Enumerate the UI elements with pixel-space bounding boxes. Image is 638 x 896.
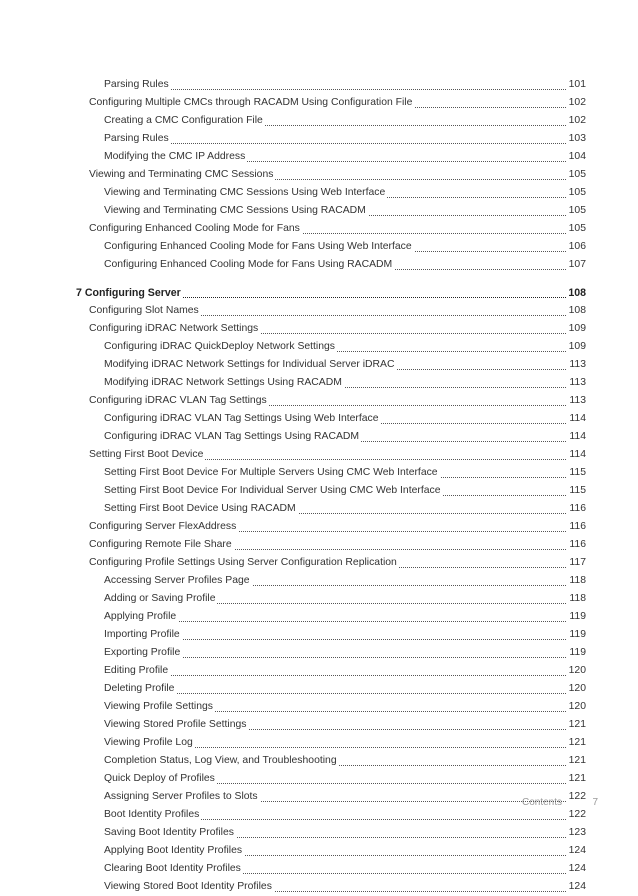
toc-entry-title: Boot Identity Profiles	[104, 806, 201, 824]
table-of-contents	[0, 76, 638, 896]
toc-entry[interactable]	[0, 824, 638, 842]
toc-entry-title: Configuring iDRAC VLAN Tag Settings Using RACADM	[104, 428, 361, 446]
toc-entry-page: 115	[567, 464, 586, 482]
toc-entry[interactable]	[0, 878, 638, 896]
toc-entry-title: Configuring iDRAC VLAN Tag Settings	[89, 392, 269, 410]
toc-entry-page: 116	[567, 536, 586, 554]
toc-entry[interactable]	[0, 860, 638, 878]
toc-entry-page: 118	[567, 590, 586, 608]
toc-entry-title: Applying Boot Identity Profiles	[104, 842, 244, 860]
toc-entry-title: Editing Profile	[104, 662, 170, 680]
toc-entry[interactable]	[0, 554, 638, 572]
toc-entry[interactable]	[0, 842, 638, 860]
toc-dot-leader	[104, 143, 586, 144]
toc-entry-title: Setting First Boot Device	[89, 446, 205, 464]
toc-entry[interactable]	[0, 752, 638, 770]
toc-entry[interactable]	[0, 608, 638, 626]
toc-entry-page: 105	[567, 220, 586, 238]
toc-entry-page: 118	[567, 572, 586, 590]
toc-entry-title: Saving Boot Identity Profiles	[104, 824, 236, 842]
toc-entry-title: Modifying iDRAC Network Settings Using RACADM	[104, 374, 344, 392]
toc-entry-page: 109	[567, 338, 586, 356]
toc-entry-page: 119	[567, 644, 586, 662]
toc-entry[interactable]	[0, 130, 638, 148]
toc-dot-leader	[104, 89, 586, 90]
toc-entry[interactable]	[0, 392, 638, 410]
toc-entry-page: 105	[567, 184, 586, 202]
toc-entry-page: 113	[567, 392, 586, 410]
toc-entry[interactable]	[0, 338, 638, 356]
toc-entry[interactable]	[0, 680, 638, 698]
toc-entry-title: Viewing Stored Profile Settings	[104, 716, 248, 734]
toc-entry-page: 122	[567, 788, 586, 806]
toc-entry[interactable]	[0, 374, 638, 392]
toc-entry-page: 120	[567, 698, 586, 716]
toc-entry-page: 114	[567, 428, 586, 446]
toc-entry-title: Creating a CMC Configuration File	[104, 112, 265, 130]
toc-entry-page: 121	[567, 752, 586, 770]
toc-entry-page: 119	[567, 626, 586, 644]
toc-entry[interactable]	[0, 500, 638, 518]
toc-entry-page: 123	[567, 824, 586, 842]
toc-entry-title: Modifying the CMC IP Address	[104, 148, 247, 166]
toc-entry[interactable]	[0, 302, 638, 320]
toc-entry[interactable]	[0, 166, 638, 184]
toc-dot-leader	[104, 675, 586, 676]
toc-entry-title: Exporting Profile	[104, 644, 182, 662]
toc-entry-page: 102	[567, 112, 586, 130]
toc-entry-page: 120	[567, 680, 586, 698]
toc-entry-page: 106	[567, 238, 586, 256]
toc-entry-page: 121	[567, 716, 586, 734]
toc-entry[interactable]	[0, 238, 638, 256]
toc-entry-title: Quick Deploy of Profiles	[104, 770, 217, 788]
toc-entry-page: 120	[567, 662, 586, 680]
toc-entry-page: 108	[567, 302, 586, 320]
toc-entry-page: 124	[567, 842, 586, 860]
toc-entry[interactable]	[0, 590, 638, 608]
toc-entry-title: Configuring Profile Settings Using Server Configuration Replication	[89, 554, 399, 572]
toc-entry-page: 101	[567, 76, 586, 94]
toc-entry[interactable]	[0, 356, 638, 374]
toc-entry-title: Clearing Boot Identity Profiles	[104, 860, 243, 878]
toc-entry-title: Configuring Enhanced Cooling Mode for Fans Using Web Interface	[104, 238, 414, 256]
toc-entry[interactable]	[0, 76, 638, 94]
toc-entry-title: Setting First Boot Device For Individual Server Using CMC Web Interface	[104, 482, 442, 500]
toc-entry-page: 113	[567, 356, 586, 374]
toc-entry[interactable]	[0, 446, 638, 464]
toc-entry-title: Parsing Rules	[104, 76, 171, 94]
toc-entry[interactable]	[0, 518, 638, 536]
toc-entry[interactable]	[0, 734, 638, 752]
footer-page-number: 7	[592, 797, 598, 808]
toc-entry-page: 114	[567, 446, 586, 464]
toc-entry[interactable]	[0, 202, 638, 220]
toc-entry-page: 105	[567, 166, 586, 184]
toc-entry-title: Completion Status, Log View, and Troubleshooting	[104, 752, 339, 770]
toc-entry[interactable]	[0, 112, 638, 130]
toc-entry-title: Configuring Remote File Share	[89, 536, 234, 554]
toc-entry[interactable]	[0, 320, 638, 338]
toc-entry-page: 122	[567, 806, 586, 824]
toc-entry[interactable]	[0, 184, 638, 202]
toc-entry[interactable]	[0, 644, 638, 662]
toc-entry[interactable]	[0, 482, 638, 500]
toc-entry[interactable]	[0, 806, 638, 824]
footer-section-label: Contents	[521, 797, 562, 808]
toc-entry-page: 121	[567, 734, 586, 752]
toc-entry[interactable]	[0, 410, 638, 428]
toc-entry[interactable]	[0, 464, 638, 482]
toc-entry-title: Configuring iDRAC Network Settings	[89, 320, 260, 338]
toc-entry-page: 105	[567, 202, 586, 220]
toc-entry-page: 121	[567, 770, 586, 788]
toc-entry-title: Configuring Server FlexAddress	[89, 518, 238, 536]
toc-entry-page: 116	[567, 500, 586, 518]
toc-entry-title: Viewing Profile Log	[104, 734, 195, 752]
toc-entry-page: 117	[567, 554, 586, 572]
toc-entry[interactable]	[0, 256, 638, 274]
toc-entry-title: Viewing and Terminating CMC Sessions	[89, 166, 275, 184]
toc-entry-title: Assigning Server Profiles to Slots	[104, 788, 260, 806]
toc-entry-title: Configuring Enhanced Cooling Mode for Fans Using RACADM	[104, 256, 394, 274]
toc-entry-page: 107	[567, 256, 586, 274]
toc-entry-title: Viewing Stored Boot Identity Profiles	[104, 878, 274, 896]
toc-entry-page: 115	[567, 482, 586, 500]
toc-entry-title: Configuring Multiple CMCs through RACADM Using Configuration File	[89, 94, 414, 112]
toc-entry[interactable]	[0, 428, 638, 446]
toc-entry-title: Configuring Enhanced Cooling Mode for Fans	[89, 220, 302, 238]
toc-entry-page: 103	[567, 130, 586, 148]
toc-entry-title: Accessing Server Profiles Page	[104, 572, 252, 590]
toc-entry-title: Viewing and Terminating CMC Sessions Using Web Interface	[104, 184, 387, 202]
toc-entry-title: Setting First Boot Device Using RACADM	[104, 500, 298, 518]
toc-entry-title: Parsing Rules	[104, 130, 171, 148]
toc-entry-page: 124	[567, 860, 586, 878]
toc-entry-title: Importing Profile	[104, 626, 182, 644]
toc-entry[interactable]	[0, 572, 638, 590]
toc-entry[interactable]	[0, 626, 638, 644]
toc-entry-title: Configuring iDRAC VLAN Tag Settings Using Web Interface	[104, 410, 381, 428]
toc-entry-title: Configuring Slot Names	[89, 302, 201, 320]
toc-entry-page: 104	[567, 148, 586, 166]
toc-entry[interactable]	[0, 220, 638, 238]
toc-entry[interactable]	[0, 94, 638, 112]
toc-entry[interactable]	[0, 716, 638, 734]
toc-entry-title: Viewing Profile Settings	[104, 698, 215, 716]
toc-entry-title: 7 Configuring Server	[76, 284, 183, 302]
toc-entry-page: 116	[567, 518, 586, 536]
toc-entry[interactable]	[0, 148, 638, 166]
toc-entry-title: Deleting Profile	[104, 680, 176, 698]
toc-entry-page: 124	[567, 878, 586, 896]
toc-chapter-entry[interactable]	[0, 284, 638, 302]
toc-entry-title: Applying Profile	[104, 608, 178, 626]
toc-entry[interactable]	[0, 662, 638, 680]
toc-entry-page: 108	[566, 284, 586, 302]
toc-entry-title: Adding or Saving Profile	[104, 590, 217, 608]
toc-entry-page: 119	[567, 608, 586, 626]
toc-entry-page: 102	[567, 94, 586, 112]
toc-entry[interactable]	[0, 698, 638, 716]
toc-entry-title: Viewing and Terminating CMC Sessions Using RACADM	[104, 202, 368, 220]
toc-entry-page: 113	[567, 374, 586, 392]
toc-entry[interactable]	[0, 536, 638, 554]
toc-entry-page: 114	[567, 410, 586, 428]
toc-entry-title: Modifying iDRAC Network Settings for Individual Server iDRAC	[104, 356, 396, 374]
toc-entry[interactable]	[0, 770, 638, 788]
toc-entry-title: Setting First Boot Device For Multiple Servers Using CMC Web Interface	[104, 464, 440, 482]
toc-entry-title: Configuring iDRAC QuickDeploy Network Settings	[104, 338, 337, 356]
toc-entry-page: 109	[567, 320, 586, 338]
